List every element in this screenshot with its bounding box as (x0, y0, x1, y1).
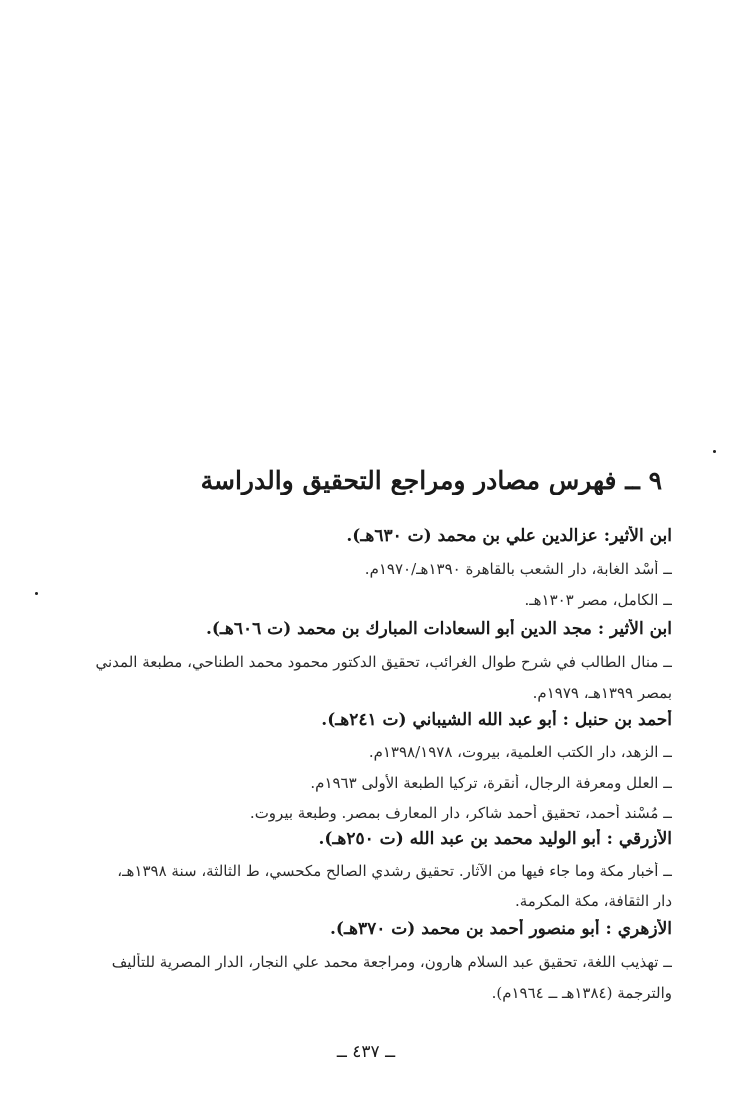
bibliography-entry: ــ أُسْد الغابة، دار الشعب بالقاهرة ١٣٩٠هـ/١٩٧٠م. (364, 560, 672, 578)
author-heading-al-azraqi: الأزرقي : أبو الوليد محمد بن عبد الله (ت ٢٥٠هـ). (318, 829, 672, 849)
bibliography-entry-continuation: بمصر ١٣٩٩هـ، ١٩٧٩م. (532, 684, 672, 702)
page-number: ــ ٤٣٧ ــ (336, 1042, 396, 1062)
author-heading-ibn-al-athir-izz: ابن الأثير: عزالدين علي بن محمد (ت ٦٣٠هـ). (346, 526, 672, 546)
scan-speck (713, 450, 716, 453)
bibliography-entry-continuation: والترجمة (١٣٨٤هـ ــ ١٩٦٤م). (491, 984, 672, 1002)
bibliography-entry: ــ تهذيب اللغة، تحقيق عبد السلام هارون، ومراجعة محمد علي النجار، الدار المصرية للتأليف (111, 953, 672, 971)
bibliography-entry: ــ الزهد، دار الكتب العلمية، بيروت، ١٣٩٨/١٩٧٨م. (368, 743, 672, 761)
author-heading-ibn-al-athir-majd: ابن الأثير : مجد الدين أبو السعادات المبارك بن محمد (ت ٦٠٦هـ). (205, 619, 672, 639)
author-heading-al-azhari: الأزهري : أبو منصور أحمد بن محمد (ت ٣٧٠هـ). (330, 919, 672, 939)
bibliography-entry: ــ مُسْند أحمد، تحقيق أحمد شاكر، دار المعارف بمصر. وطبعة بيروت. (249, 804, 672, 822)
bibliography-entry-continuation: دار الثقافة، مكة المكرمة. (514, 892, 672, 910)
bibliography-entry: ــ الكامل، مصر ١٣٠٣هـ. (524, 591, 672, 609)
section-title: ٩ ــ فهرس مصادر ومراجع التحقيق والدراسة (200, 466, 662, 495)
bibliography-entry: ــ العلل ومعرفة الرجال، أنقرة، تركيا الطبعة الأولى ١٩٦٣م. (310, 774, 672, 792)
scan-speck (35, 592, 38, 595)
bibliography-entry: ــ منال الطالب في شرح طوال الغرائب، تحقيق الدكتور محمود محمد الطناحي، مطبعة المدني (95, 653, 672, 671)
author-heading-ahmad-ibn-hanbal: أحمد بن حنبل : أبو عبد الله الشيباني (ت ٢٤١هـ). (321, 710, 672, 730)
bibliography-entry: ــ أخبار مكة وما جاء فيها من الآثار. تحقيق رشدي الصالح مكحسي، ط الثالثة، سنة ١٣٩٨هـ، (117, 862, 672, 880)
